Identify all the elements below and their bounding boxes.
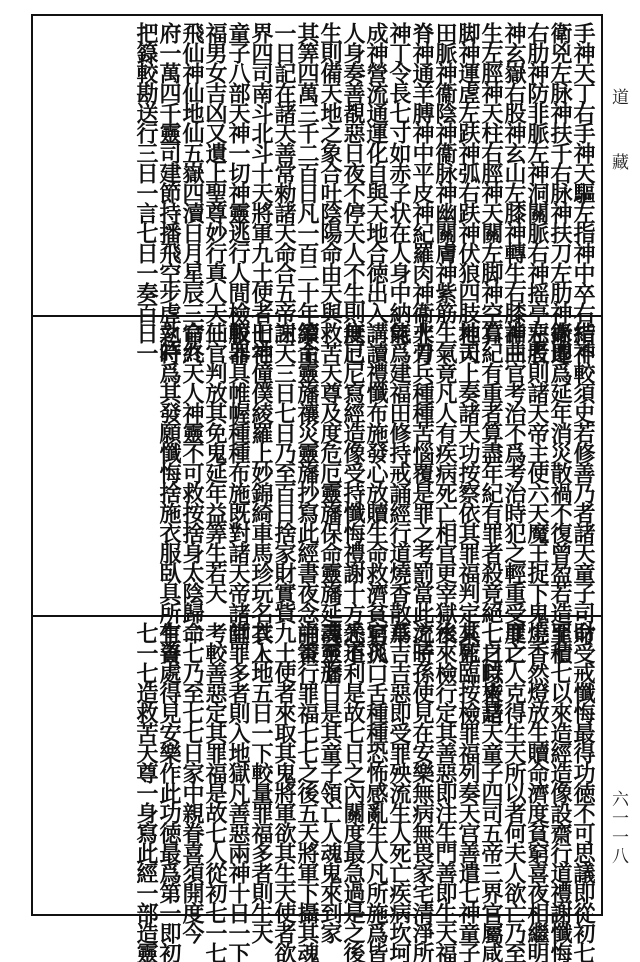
text-column: 悉不利是故七日之內關度最急過是之後 — [340, 622, 366, 962]
page-frame — [31, 14, 603, 962]
text-column: 官災口舌種種恐怖感亂生人凡所施爲皆 — [363, 622, 389, 962]
column-group — [156, 322, 596, 722]
text-column: 生左脛神天柱右脛神天關左脚神空右 — [478, 22, 504, 342]
column-group — [133, 22, 596, 362]
text-column: 九土使者來取其鬼將軍欲其生天使者欲 — [271, 622, 297, 962]
text-column: 飛仙神仙地仙五嶽四瀆日月星辰三官九 — [179, 22, 205, 362]
text-column: 童子八部天神一切神靈逃行人間檢較罪 — [225, 22, 251, 362]
text-column: 度厄尼寫經造像受持懺悔禮謝十方先道 — [340, 322, 366, 662]
text-column: 來監臨按檢罪福列奏天宫善遣七神童子 — [455, 622, 481, 962]
text-column: 中策行罪福七七之後五天將軍下攝其魂 — [294, 622, 320, 962]
text-column: 生善處得見安樂作此功徳最爲第一即初 — [156, 622, 182, 962]
text-column: 錄即爲延年消災散禍不復曾盈若造罪積 — [547, 322, 573, 662]
text-column: 把籙較勘送行三日一言七日一奏百日一 — [133, 22, 159, 362]
text-column: 成神營流通運化自與天地合徳出入 — [363, 22, 389, 322]
text-column: 三官判放其免鬼延年益筭生若天 — [202, 322, 228, 602]
text-column: 後來檢行定其善惡即注生門善即生天福 — [432, 622, 458, 962]
text-column: 結不較須史若修善乃者諸天童子司命 — [570, 322, 596, 642]
text-column: 能爲建福田修持戒誦經行道燒香散華 — [386, 322, 412, 642]
text-column: 命終天人神靈不可救按捨身太陰歸命 — [179, 322, 205, 642]
text-column: 七日以來諸天童子四司五帝三界官屬咸 — [478, 622, 504, 962]
text-column: 考較善惡定其罪福是故七人從初七一七 — [202, 622, 228, 962]
text-column: 堂罪多者則入地獄凡善惡兩神十日一下 — [225, 622, 251, 962]
text-column: 續命靈旛禳災靈旛抄寫此經書夜念誦香 — [294, 322, 320, 662]
text-column: 田脈神衞陰神衞脉神幽關膚神紫筋 — [432, 22, 458, 322]
text-column: 流子孫使見在安樂無病無畏家宅清淨所 — [409, 622, 435, 962]
text-column: 之時爲其發願懺悔捨施衣服臥具所有資 — [156, 322, 182, 662]
text-column: 田宅僮僕綾羅上妙錦綺車馬珍玩名衣上 — [248, 322, 274, 662]
text-column: 神丁令長七寸如赤子状在人身中納氣 — [386, 22, 412, 342]
text-column: 人身奏善覩惡日夜不停天人不生則無已 — [340, 22, 366, 362]
text-register-bottom — [34, 616, 600, 962]
text-column: 惡者則諸天帝主使六天魔王捉下鬼上 — [524, 322, 550, 642]
text-column: 手神天丁右手神天驅左指神中卒右指神 — [570, 22, 596, 362]
text-column: 魂至七日是其童子領亡人魂鬼來到家 — [317, 622, 343, 942]
page-number: 六一一八 — [608, 790, 628, 866]
text-column: 算紀有重者算盡年紀有罪者殺竟絕七之時皆是 — [478, 322, 504, 722]
text-column: 生氣竟凡人有疾病死亡相官更宰獄水 — [432, 322, 458, 642]
text-column: 二七乃至七七日家中親眷喜須開度今 — [179, 622, 205, 942]
text-column: 地司上奏諸天功按察依其罪福判定其死 — [455, 322, 481, 662]
text-column: 脊神通羊膊神中平皮神紀羅肉神衞非骨 — [409, 22, 435, 362]
text-column: 度亡人克得生天所以者何夫人欲亡乃至 — [501, 622, 527, 962]
text-column: 福男女吉凶又遺上聖尊妙行真人天仙 — [202, 22, 228, 342]
text-column: 火刀兵種種苦惱覆是罪之考罰當此之時 — [409, 322, 435, 662]
column-group — [133, 622, 596, 962]
text-register-middle — [34, 316, 600, 722]
text-column: 服器具帷幄種種布施既對諸天帝諸師 — [225, 322, 251, 642]
text-column: 爲吉吉惡即受罪殃流生人死亡疾病坎坷 — [386, 622, 412, 962]
text-column: 脚神運虗左趺神弧右趺神伏狼四肢神天 — [455, 22, 481, 362]
text-column: 財受戒懺悔最得功徳不可思議即從初七 — [570, 622, 596, 962]
text-column: 生則備天地之象合吐陰陽命由天與 — [317, 22, 343, 322]
text-column: 至七七以來造經造像設齋行道禮謝懺悔 — [547, 622, 573, 962]
text-column: 詣三官考治不爲考治時犯之輕重受罪之 — [501, 322, 527, 662]
text-column: 謝天三日七日乃至百日捨家財實貲 — [271, 322, 297, 622]
text-column: 七一七造救苦天尊一身寫此經一部造靈 — [133, 622, 159, 962]
text-column: 其筭四萬三千二百日凡一百二十年筭主 — [294, 22, 320, 362]
text-column: 救苦天尊及度危厄靈旛保命靈旛延壽靈旛 — [317, 322, 343, 682]
text-column: 一日記在諸天善常勑諸天命合五帝三 — [271, 22, 297, 342]
text-column: 右肋神防非脈左神洞關脈右神摇亭左股 — [524, 22, 550, 362]
text-column: 衛兇左脉神扶千右脉神扶刀左肋神衞遷 — [547, 22, 573, 362]
text-column: 燒香然燈放生贖命濟度貧窮喜夜相繼明 — [524, 622, 550, 962]
text-column: 界四司南斗北斗十天將軍九土使者七神 — [248, 22, 274, 362]
text-column: 府一萬四千靈司建節持播飛空步虗執符 — [156, 22, 182, 362]
collection-title: 道 藏 — [608, 88, 628, 184]
text-column: 神玄嶽右股神玄山左膝神轉生右膝神曲 — [501, 22, 527, 362]
text-column: 講讀禮懺布施發心放贖生命救濟貧窮孤 — [363, 322, 389, 662]
text-column: 其入地五日一下較量罪福多者則生天 — [248, 622, 274, 942]
text-register-top — [34, 16, 600, 362]
